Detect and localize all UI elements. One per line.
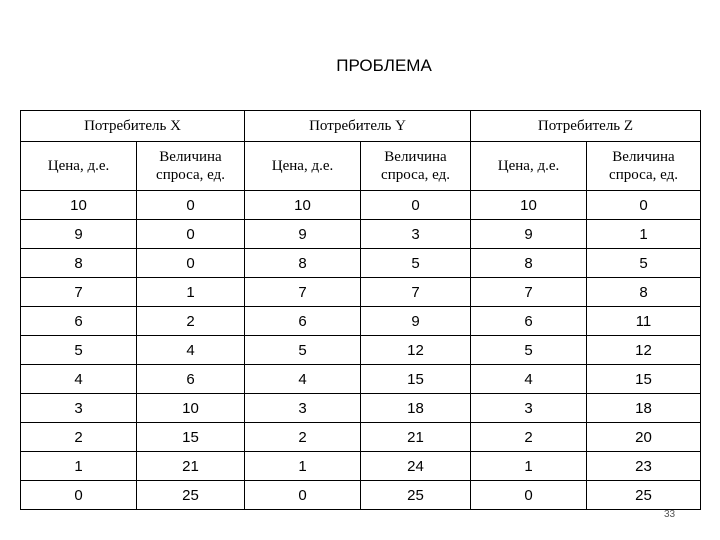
table-cell: 8 [587, 278, 701, 307]
table-cell: 1 [137, 278, 245, 307]
table-row [21, 220, 701, 249]
price-header-x [21, 142, 137, 191]
quantity-label-z: Величина спроса, ед. [609, 149, 678, 183]
table-cell: 2 [245, 423, 361, 452]
table-cell: 3 [21, 394, 137, 423]
table-cell: 21 [361, 423, 471, 452]
table-cell: 20 [587, 423, 701, 452]
table-cell: 5 [361, 249, 471, 278]
table-cell: 4 [471, 365, 587, 394]
consumer-x-header: Потребитель X [21, 111, 245, 142]
table-cell: 12 [587, 336, 701, 365]
consumer-header-row [21, 111, 701, 142]
table-cell: 10 [245, 191, 361, 220]
price-header-y [245, 142, 361, 191]
table-cell: 12 [361, 336, 471, 365]
table-row [21, 307, 701, 336]
price-label-z: Цена, д.е. [497, 158, 560, 174]
table-cell: 5 [21, 336, 137, 365]
table-cell: 10 [21, 191, 137, 220]
page-number: 33 [664, 509, 676, 520]
table-cell: 0 [137, 249, 245, 278]
table-cell: 9 [471, 220, 587, 249]
table-row [21, 452, 701, 481]
table-cell: 11 [587, 307, 701, 336]
table-cell: 15 [137, 423, 245, 452]
table-cell: 0 [471, 481, 587, 510]
price-label-x: Цена, д.е. [47, 158, 110, 174]
table-cell: 6 [21, 307, 137, 336]
table-cell: 15 [587, 365, 701, 394]
table-cell: 8 [245, 249, 361, 278]
table-cell: 0 [587, 191, 701, 220]
table-row [21, 191, 701, 220]
consumer-y-header: Потребитель Y [245, 111, 471, 142]
table-cell: 5 [587, 249, 701, 278]
table-row [21, 481, 701, 510]
table-cell: 7 [21, 278, 137, 307]
table-cell: 3 [245, 394, 361, 423]
table-row [21, 365, 701, 394]
table-cell: 3 [361, 220, 471, 249]
table-cell: 1 [471, 452, 587, 481]
price-header-z [471, 142, 587, 191]
table-cell: 9 [21, 220, 137, 249]
demand-table [20, 110, 701, 510]
table-cell: 2 [471, 423, 587, 452]
table-cell: 0 [361, 191, 471, 220]
table-cell: 25 [137, 481, 245, 510]
table-cell: 23 [587, 452, 701, 481]
table-cell: 10 [137, 394, 245, 423]
table-cell: 1 [245, 452, 361, 481]
table-cell: 25 [587, 481, 701, 510]
table-cell: 18 [361, 394, 471, 423]
table-cell: 2 [21, 423, 137, 452]
table-cell: 9 [361, 307, 471, 336]
table-body [21, 191, 701, 510]
table-cell: 1 [21, 452, 137, 481]
table-row [21, 278, 701, 307]
table-cell: 7 [471, 278, 587, 307]
table-cell: 0 [137, 220, 245, 249]
table-cell: 7 [361, 278, 471, 307]
column-header-row [21, 142, 701, 191]
table-cell: 4 [137, 336, 245, 365]
table-cell: 15 [361, 365, 471, 394]
quantity-label-x: Величина спроса, ед. [156, 149, 225, 183]
quantity-header-z [587, 142, 701, 191]
table-row [21, 249, 701, 278]
table-cell: 5 [471, 336, 587, 365]
table-cell: 21 [137, 452, 245, 481]
slide-title: ПРОБЛЕМА [336, 56, 432, 75]
table-cell: 18 [587, 394, 701, 423]
table-cell: 25 [361, 481, 471, 510]
consumer-z-header: Потребитель Z [471, 111, 701, 142]
table-cell: 8 [21, 249, 137, 278]
table-cell: 9 [245, 220, 361, 249]
quantity-header-y [361, 142, 471, 191]
table-cell: 3 [471, 394, 587, 423]
table-cell: 8 [471, 249, 587, 278]
table-cell: 0 [21, 481, 137, 510]
table-cell: 2 [137, 307, 245, 336]
table-row [21, 423, 701, 452]
quantity-label-y: Величина спроса, ед. [381, 149, 450, 183]
table-row [21, 336, 701, 365]
price-label-y: Цена, д.е. [271, 158, 334, 174]
table-cell: 1 [587, 220, 701, 249]
table-cell: 24 [361, 452, 471, 481]
table-cell: 4 [245, 365, 361, 394]
table-cell: 0 [245, 481, 361, 510]
table-cell: 0 [137, 191, 245, 220]
table-cell: 6 [137, 365, 245, 394]
table-cell: 6 [245, 307, 361, 336]
table-cell: 7 [245, 278, 361, 307]
table-cell: 10 [471, 191, 587, 220]
table-cell: 6 [471, 307, 587, 336]
table-cell: 5 [245, 336, 361, 365]
table-cell: 4 [21, 365, 137, 394]
table-row [21, 394, 701, 423]
quantity-header-x [137, 142, 245, 191]
